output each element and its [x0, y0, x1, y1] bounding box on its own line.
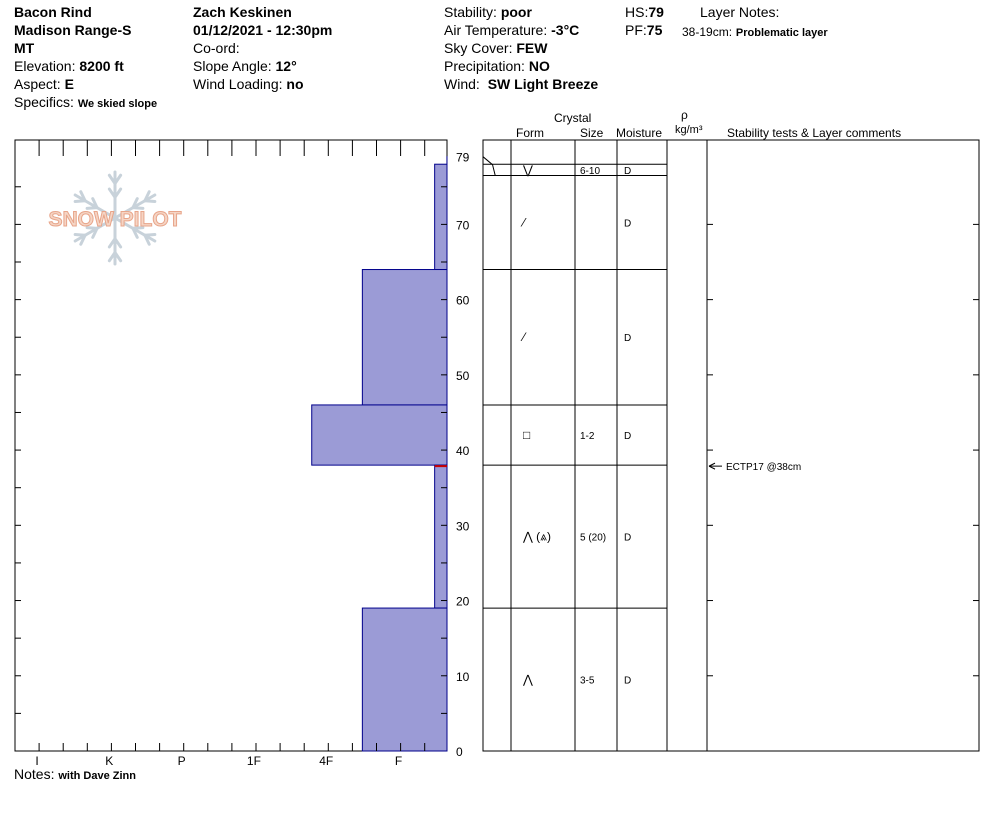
slope-label: Slope Angle: [193, 58, 272, 74]
observation-datetime: 01/12/2021 - 12:30pm [193, 22, 333, 38]
y-tick-label: 30 [456, 519, 470, 534]
y-tick-label: 79 [456, 150, 470, 165]
specifics-label: Specifics: [14, 94, 74, 110]
hardness-layer-bars [312, 157, 447, 751]
air-temp-label: Air Temperature: [444, 22, 548, 38]
y-tick-label: 50 [456, 368, 470, 383]
logo-text: SNOW PILOT [48, 208, 182, 231]
layer-moisture: D [624, 218, 632, 230]
hs-value: 79 [648, 4, 664, 20]
y-tick-label: 70 [456, 218, 470, 233]
snow-pilot-logo [49, 172, 182, 264]
hardness-tick-label: K [105, 754, 114, 768]
slope-value: 12° [275, 58, 297, 74]
layer-form: □ [523, 428, 531, 443]
comment-column-ticks [707, 224, 979, 675]
hardness-tick-label: 1F [246, 754, 261, 768]
sky-cover-value: FEW [516, 40, 548, 56]
y-tick-label: 60 [456, 293, 470, 308]
layer-note-text: Problematic layer [735, 27, 828, 39]
sky-cover-label: Sky Cover: [444, 40, 513, 56]
layer-form: ⁄ [523, 215, 526, 230]
layer-size: 6-10 [580, 165, 601, 177]
layer-moisture: D [624, 532, 632, 544]
layer-moisture: D [624, 333, 632, 345]
pf-label: PF: [625, 22, 647, 38]
wind-loading-value: no [286, 76, 304, 92]
snowflake-branch [145, 234, 155, 235]
temperature-profile-line [483, 157, 495, 176]
wind-direction: SW [487, 76, 511, 92]
air-temp-value: -3°C [551, 22, 580, 38]
notes-label: Notes: [14, 766, 55, 782]
elevation-label: Elevation: [14, 58, 76, 74]
hardness-bar [435, 164, 447, 269]
layer-form: ⋀ [523, 672, 533, 687]
hardness-bar [362, 608, 447, 751]
pf-value: 75 [646, 22, 663, 38]
y-tick-label: 0 [456, 745, 463, 759]
size-header: Size [580, 126, 604, 140]
wind-loading-label: Wind Loading: [193, 76, 283, 92]
hardness-bar [362, 270, 447, 405]
layer-moisture: D [624, 165, 632, 177]
aspect-value: E [64, 76, 74, 92]
y-tick-label: 10 [456, 669, 470, 684]
stability-test-annotations [709, 462, 801, 473]
y-tick-label: 40 [456, 444, 470, 459]
layer-note-range: 38-19cm: [682, 25, 733, 39]
observer-name: Zach Keskinen [193, 4, 292, 20]
wind-value: Light Breeze [514, 76, 599, 92]
layer-table-frame [483, 140, 979, 751]
location-name: Bacon Rind [14, 4, 92, 20]
layer-form: ⋀ (⩓) [523, 529, 551, 544]
layer-form: ⁄ [523, 330, 526, 345]
layer-size: 3-5 [580, 675, 595, 687]
layer-size: 5 (20) [580, 532, 607, 544]
specifics-value: We skied slope [77, 98, 158, 110]
hardness-bar [435, 465, 447, 608]
elevation-value: 8200 ft [79, 58, 124, 74]
layer-size: 1-2 [580, 431, 595, 443]
hardness-bar [312, 405, 447, 465]
hardness-tick-label: P [177, 754, 186, 768]
rho-header: ρ [681, 108, 688, 122]
form-header: Form [516, 126, 544, 140]
stability-value: poor [500, 4, 532, 20]
wind-label: Wind: [444, 76, 480, 92]
layer-notes-label: Layer Notes: [700, 4, 780, 20]
hardness-tick-label: F [394, 754, 403, 768]
layer-moisture: D [624, 431, 632, 443]
hardness-tick-label: I [35, 754, 39, 768]
moisture-header: Moisture [616, 126, 663, 140]
stability-label: Stability: [444, 4, 497, 20]
crystal-header: Crystal [554, 111, 592, 125]
hardness-tick-label: 4F [319, 754, 334, 768]
stability-test-label: ECTP17 @38cm [726, 462, 802, 474]
state-name: MT [14, 40, 35, 56]
range-name: Madison Range-S [14, 22, 132, 38]
layer-moisture: D [624, 675, 632, 687]
layer-form: ⋁ [523, 162, 533, 177]
coord-label: Co-ord: [193, 40, 240, 56]
density-unit-header: kg/m³ [675, 124, 703, 136]
hs-label: HS: [625, 4, 649, 20]
aspect-label: Aspect: [14, 76, 61, 92]
comments-header: Stability tests & Layer comments [727, 126, 902, 140]
snowflake-branch [75, 201, 85, 202]
notes-value: with Dave Zinn [58, 770, 136, 782]
precipitation-label: Precipitation: [444, 58, 525, 74]
y-tick-label: 20 [456, 594, 470, 609]
precipitation-value: NO [528, 58, 550, 74]
